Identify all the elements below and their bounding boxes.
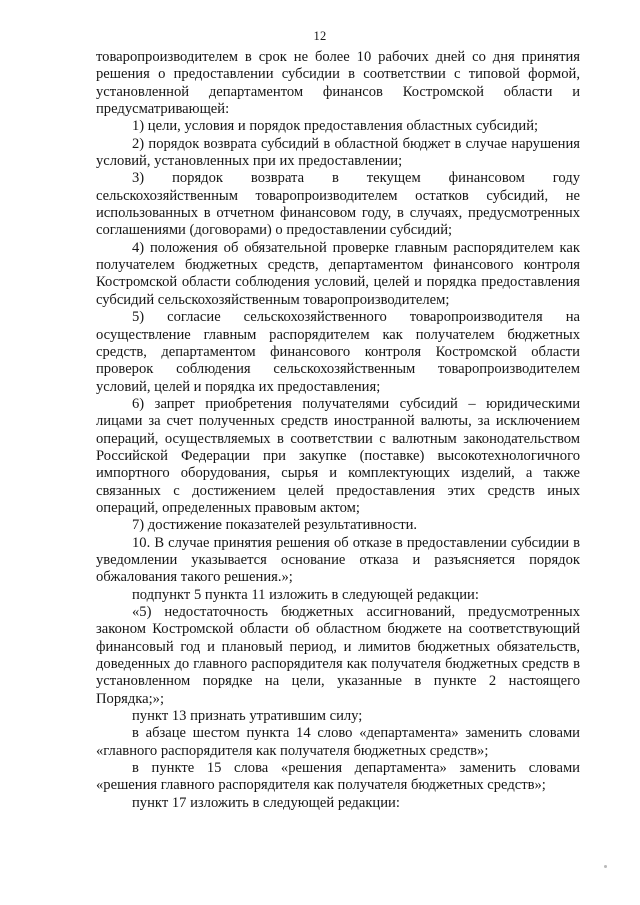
paragraph-amendment-17: пункт 17 изложить в следующей редакции: xyxy=(132,794,400,811)
paragraph-amendment-15: в пункте 15 слова «решения департамента» заменить словами «решения главного распорядителя как получателя бюджетных средств»; xyxy=(96,760,580,794)
list-item-1: 1) цели, условия и порядок предоставления областных субсидий; xyxy=(132,118,539,135)
scan-speck xyxy=(604,865,607,868)
paragraph-amendment-14: в абзаце шестом пункта 14 слово «департамента» заменить словами «главного распорядителя как получателя бюджетных средств»; xyxy=(96,725,580,759)
paragraph-amendment-13: пункт 13 признать утратившим силу; xyxy=(132,708,363,725)
paragraph-continuation: товаропроизводителем в срок не более 10 рабочих дней со дня принятия решения о предоставлении субсидии в соответствии с типовой формой, установленной департаментом финансов Костромской области и предусматривающей: xyxy=(96,49,580,118)
paragraph-clause-10: 10. В случае принятия решения об отказе в предоставлении субсидии в уведомлении указывается основание отказа и разъясняется порядок обжалования такого решения.»; xyxy=(96,534,580,586)
paragraph-quote-5: «5) недостаточность бюджетных ассигнований, предусмотренных законом Костромской области об областном бюджете на соответствующий финансовый год и плановый период, и лимитов бюджетных обязательств, доведенных до главного распорядителя как получателя бюджетных средств в установленном порядке на цели, указанные в пункте 2 настоящего Порядка;»; xyxy=(96,604,580,707)
list-item-2: 2) порядок возврата субсидий в областной бюджет в случае нарушения условий, установленных при их предоставлении; xyxy=(96,135,580,170)
list-item-3: 3) порядок возврата в текущем финансовом году сельскохозяйственным товаропроизводителем остатков субсидий, не использованных в отчетном финансовом году, в случаях, предусмотренных соглашениями (договорами) о предоставлении субсидий; xyxy=(96,170,580,239)
document-body xyxy=(96,49,580,812)
list-item-5: 5) согласие сельскохозяйственного товаропроизводителя на осуществление главным распорядителем как получателем бюджетных средств, департаментом финансового контроля Костромской области проверок соблюдения сельскохозяйственным товаропроизводителем условий, целей и порядка их предоставления; xyxy=(96,309,580,395)
list-item-4: 4) положения об обязательной проверке главным распорядителем как получателем бюджетных средств, департаментом финансового контроля Костромской области соблюдения условий, целей и порядка предоставления субсидий сельскохозяйственным товаропроизводителем; xyxy=(96,239,580,308)
page-number: 12 xyxy=(313,29,327,43)
paragraph-amendment-11: подпункт 5 пункта 11 изложить в следующей редакции: xyxy=(132,586,479,603)
list-item-7: 7) достижение показателей результативности. xyxy=(132,517,418,534)
list-item-6: 6) запрет приобретения получателями субсидий – юридическими лицами за счет полученных средств иностранной валюты, за исключением операций, осуществляемых в соответствии с валютным законодательством Российской Федерации при закупке (поставке) высокотехнологичного импортного оборудования, сырья и комплектующих изделий, а также связанных с достижением целей предоставления этих средств иных операций, определенных правовым актом; xyxy=(96,395,580,516)
